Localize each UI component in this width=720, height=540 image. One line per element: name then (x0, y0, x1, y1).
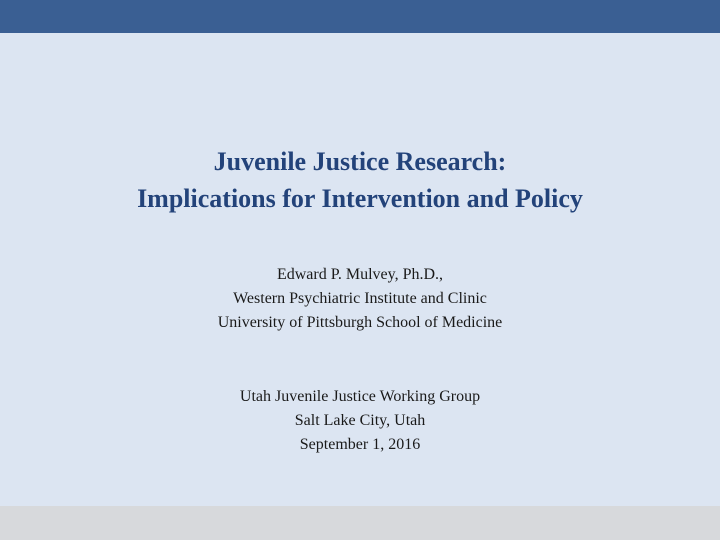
footer-bar (0, 506, 720, 540)
event-date: September 1, 2016 (299, 436, 421, 453)
event-name: Utah Juvenile Justice Working Group (239, 388, 481, 405)
event-location: Salt Lake City, Utah (294, 412, 426, 429)
event-block (0, 385, 720, 457)
author-block (0, 263, 720, 335)
header-bar (0, 0, 720, 33)
author-affiliation-1: Western Psychiatric Institute and Clinic (233, 290, 487, 307)
title-line-1: Juvenile Justice Research: (213, 147, 507, 176)
author-name: Edward P. Mulvey, Ph.D., (276, 266, 444, 283)
title-line-2: Implications for Intervention and Policy (137, 184, 583, 213)
slide-title (0, 143, 720, 217)
author-affiliation-2: University of Pittsburgh School of Medicine (217, 314, 503, 331)
